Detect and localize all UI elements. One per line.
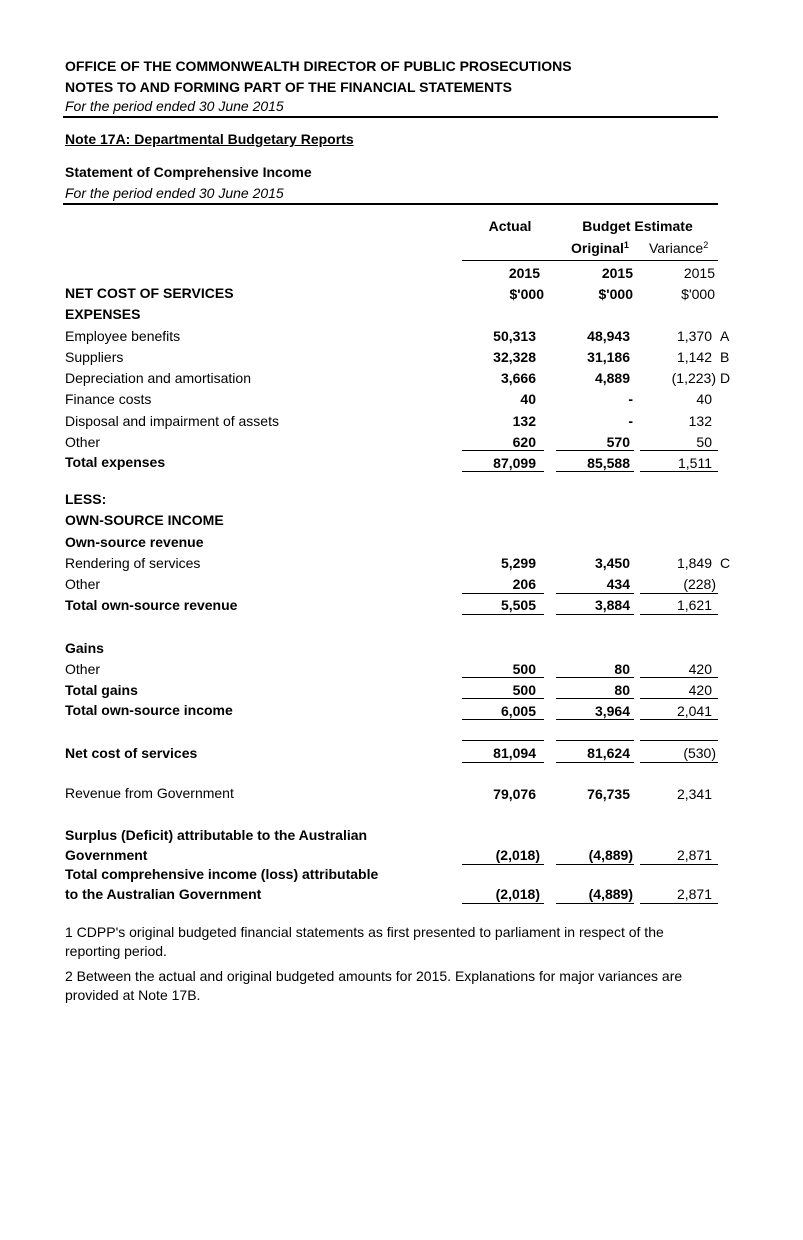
- cell-original: 81,624: [587, 745, 630, 761]
- section-own-source-income: OWN-SOURCE INCOME: [65, 512, 224, 528]
- row-label: Other: [65, 661, 101, 677]
- row-label-surplus-1: Surplus (Deficit) attributable to the Australian: [65, 827, 368, 843]
- row-label-total: Net cost of services: [65, 745, 198, 761]
- cell-actual: 40: [520, 391, 536, 407]
- header-rule: [63, 116, 718, 118]
- rule: [556, 903, 634, 904]
- cell-variance: 132: [688, 413, 712, 429]
- cell-actual: 5,505: [500, 597, 536, 613]
- col-budget-estimate: Budget Estimate: [582, 218, 693, 234]
- footnote-1: 1 CDPP's original budgeted financial statements as first presented to parliament in respect of the reporting period.: [65, 924, 664, 959]
- col-actual: Actual: [488, 218, 532, 234]
- row-label: Finance costs: [65, 391, 152, 407]
- section-net-cost-of-services: NET COST OF SERVICES: [65, 285, 234, 301]
- cell-variance: 2,341: [676, 786, 712, 802]
- col-header-rule: [462, 260, 718, 261]
- rule: [462, 864, 544, 865]
- rule: [556, 864, 634, 865]
- cell-actual: (2,018): [495, 886, 540, 902]
- rule: [640, 698, 718, 699]
- cell-note: D: [720, 370, 731, 386]
- section-less: LESS:: [65, 491, 107, 507]
- rule: [556, 614, 634, 615]
- cell-variance: 2,871: [676, 886, 712, 902]
- cell-original: 3,450: [594, 555, 630, 571]
- year-actual: 2015: [508, 265, 540, 281]
- cell-variance: (1,223): [671, 370, 716, 386]
- col-original: Original$^1$: [571, 240, 629, 256]
- cell-original: 434: [606, 576, 630, 592]
- section-own-source-revenue: Own-source revenue: [65, 534, 204, 550]
- cell-actual: 3,666: [500, 370, 536, 386]
- cell-variance: 1,849: [676, 555, 712, 571]
- rule: [556, 677, 634, 678]
- rule: [462, 677, 544, 678]
- unit-variance: $'000: [681, 286, 715, 302]
- year-variance: 2015: [683, 265, 715, 281]
- row-label-surplus-2: Government: [65, 847, 148, 863]
- cell-actual: (2,018): [495, 847, 540, 863]
- rule: [462, 593, 544, 594]
- rule: [462, 614, 544, 615]
- rule: [640, 450, 718, 451]
- cell-actual: 500: [512, 661, 536, 677]
- cell-variance: 2,871: [676, 847, 712, 863]
- rule: [640, 614, 718, 615]
- cell-original: (4,889): [588, 847, 633, 863]
- rule: [640, 719, 718, 720]
- row-label: Other: [65, 576, 101, 592]
- unit-original: $'000: [598, 286, 633, 302]
- rule: [462, 762, 544, 763]
- cell-original: -: [628, 413, 633, 429]
- row-label: Other: [65, 434, 101, 450]
- cell-original: 76,735: [587, 786, 630, 802]
- cell-variance: (530): [683, 745, 716, 761]
- cell-original: -: [628, 391, 633, 407]
- row-label: Rendering of services: [65, 555, 201, 571]
- footnote-2: 2 Between the actual and original budgeted amounts for 2015. Explanations for major variances are provided at Note 17B.: [65, 968, 683, 1003]
- cell-actual: 500: [512, 682, 536, 698]
- rule: [462, 471, 544, 472]
- cell-actual: 81,094: [493, 745, 536, 761]
- cell-original: 80: [614, 661, 630, 677]
- rule: [556, 762, 634, 763]
- cell-variance: 420: [688, 682, 712, 698]
- rule: [640, 903, 718, 904]
- cell-actual: 206: [512, 576, 536, 592]
- rule: [556, 471, 634, 472]
- rule: [462, 698, 544, 699]
- cell-variance: (228): [683, 576, 716, 592]
- year-original: 2015: [601, 265, 633, 281]
- cell-note: C: [720, 555, 731, 571]
- cell-actual: 5,299: [500, 555, 536, 571]
- col-variance: Variance$^2$: [649, 240, 709, 256]
- cell-actual: 6,005: [500, 703, 536, 719]
- rule: [640, 677, 718, 678]
- cell-actual: 79,076: [493, 786, 536, 802]
- rule: [462, 719, 544, 720]
- rule: [556, 698, 634, 699]
- cell-variance: 2,041: [676, 703, 712, 719]
- cell-variance: 1,621: [676, 597, 712, 613]
- cell-actual: 132: [512, 413, 536, 429]
- note-title: Note 17A: Departmental Budgetary Reports: [65, 131, 354, 147]
- row-label-total: Total own-source income: [65, 702, 233, 718]
- cell-variance: 40: [696, 391, 712, 407]
- statement-period: For the period ended 30 June 2015: [65, 185, 284, 201]
- rule: [640, 762, 718, 763]
- cell-actual: 87,099: [493, 455, 536, 471]
- statement-rule: [63, 203, 718, 205]
- row-label-tci-2: to the Australian Government: [65, 886, 262, 902]
- row-label: Depreciation and amortisation: [65, 370, 251, 386]
- cell-original: 85,588: [587, 455, 630, 471]
- rule: [556, 450, 634, 451]
- cell-actual: 32,328: [493, 349, 536, 365]
- rule: [462, 903, 544, 904]
- cell-variance: 420: [688, 661, 712, 677]
- cell-variance: 1,511: [678, 455, 712, 471]
- row-label-total: Total gains: [65, 682, 138, 698]
- cell-original: 80: [614, 682, 630, 698]
- row-label: Disposal and impairment of assets: [65, 413, 279, 429]
- cell-actual: 50,313: [493, 328, 536, 344]
- row-label-tci-1: Total comprehensive income (loss) attributable: [65, 866, 379, 882]
- cell-actual: 620: [512, 434, 536, 450]
- cell-original: 570: [606, 434, 630, 450]
- rule: [640, 471, 718, 472]
- cell-original: 3,884: [594, 597, 630, 613]
- cell-variance: 1,370: [676, 328, 712, 344]
- cell-note: B: [720, 349, 730, 365]
- cell-variance: 1,142: [676, 349, 712, 365]
- header-subtitle: NOTES TO AND FORMING PART OF THE FINANCIAL STATEMENTS: [65, 79, 512, 95]
- cell-original: 31,186: [587, 349, 630, 365]
- row-label: Employee benefits: [65, 328, 181, 344]
- cell-variance: 50: [696, 434, 712, 450]
- cell-original: 3,964: [594, 703, 630, 719]
- section-expenses: EXPENSES: [65, 306, 141, 322]
- rule: [640, 864, 718, 865]
- section-gains: Gains: [65, 640, 104, 656]
- cell-original: 4,889: [594, 370, 630, 386]
- rule: [556, 593, 634, 594]
- row-label-total: Total expenses: [65, 454, 166, 470]
- row-label-total: Total own-source revenue: [65, 597, 238, 613]
- statement-title: Statement of Comprehensive Income: [65, 164, 312, 180]
- rule: [556, 719, 634, 720]
- rule: [640, 740, 718, 741]
- cell-original: 48,943: [587, 328, 630, 344]
- cell-note: A: [720, 328, 730, 344]
- rule: [462, 740, 544, 741]
- rule: [462, 450, 544, 451]
- header-org: OFFICE OF THE COMMONWEALTH DIRECTOR OF PUBLIC PROSECUTIONS: [65, 58, 572, 74]
- row-label: Revenue from Government: [65, 785, 234, 801]
- rule: [640, 593, 718, 594]
- header-period: For the period ended 30 June 2015: [65, 98, 284, 114]
- cell-original: (4,889): [588, 886, 633, 902]
- rule: [556, 740, 634, 741]
- unit-actual: $'000: [509, 286, 544, 302]
- row-label: Suppliers: [65, 349, 124, 365]
